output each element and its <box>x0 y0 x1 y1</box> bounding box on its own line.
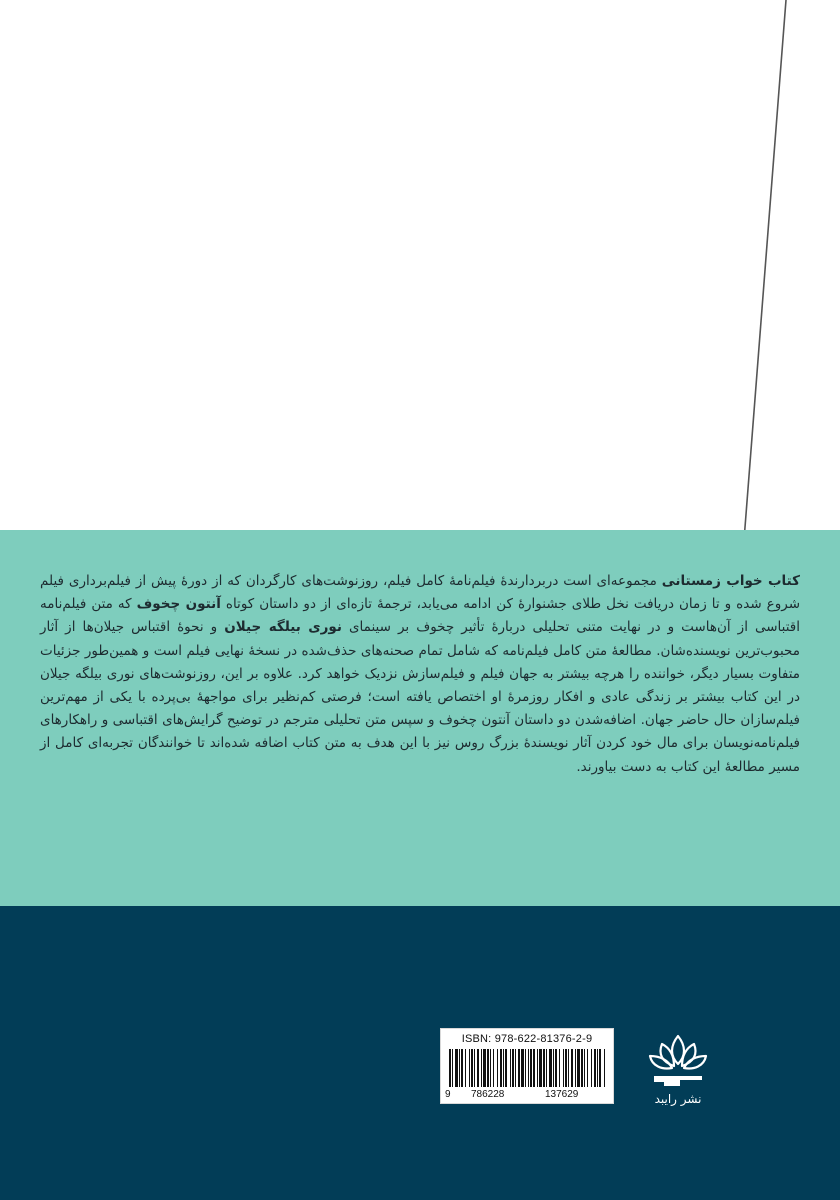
decorative-diagonal-line <box>0 0 840 560</box>
blurb-text-2: که متن فیلم‌نامه اقتباسی از آن‌هاست و در نهایت متنی تحلیلی دربارهٔ تأثیر چخوف بر سینمای <box>40 596 801 636</box>
barcode-digits-left: 786228 <box>471 1089 505 1100</box>
publisher-name: نشر رایبد <box>654 1092 702 1106</box>
director-ceylan-inline: نوری بیلگه جیلان <box>224 619 342 636</box>
book-title-inline: کتاب خواب زمستانی <box>661 573 800 589</box>
isbn-label: ISBN: 978-622-81376-2-9 <box>461 1033 593 1045</box>
barcode-bars <box>449 1049 605 1089</box>
barcode-digits-right: 137629 <box>545 1089 579 1100</box>
author-chekhov-inline: آنتون چخوف <box>136 596 221 613</box>
barcode-digit-lead: 9 <box>445 1089 451 1100</box>
blurb-text-1: مجموعه‌ای است دربردارندهٔ فیلم‌نامهٔ کامل فیلم، روزنوشت‌های کارگردان که از دورهٔ پیش از فیلم‌برداری فیلم شروع شده و تا زمان دریافت نخل طلای جشنوارهٔ کن ادامه می‌یابد، ترجمهٔ تازه‌ای از دو داستان کوتاه <box>40 573 801 613</box>
blurb-text-3: و نحوهٔ اقتباس جیلان‌ها از آثار محبوب‌ترین نویسنده‌شان. مطالعهٔ متن کامل فیلم‌نامه که شامل تمام صحنه‌های حذف‌شده در نسخهٔ نهایی فیلم است و همین‌طور جزئیات متفاوت بسیار دیگر، خواننده را هرچه بیشتر به جهان فیلم و فیلم‌سازش نزدیک خواهد کرد. علاوه بر این، روزنوشت‌های نوری بیلگه جیلان در این کتاب بیشتر بر زندگی عادی و افکار روزمرهٔ او اختصاص یافته است؛ فرصتی کم‌نظیر برای مواجههٔ بی‌پرده با یکی از مهم‌ترین فیلم‌سازان حال حاضر جهان. اضافه‌شدن دو داستان آنتون چخوف و سپس متن تحلیلی مترجم در توضیح گرایش‌های اقتباسی و راهکارهای فیلم‌نامه‌نویسان برای مال خود کردن آثار نویسندهٔ بزرگ روس نیز با این هدف به متن کتاب اضافه شده‌اند تا خوانندگان تجربه‌ای کامل از مسیر مطالعهٔ این کتاب به دست بیاورند. <box>40 619 800 775</box>
book-blurb <box>40 570 800 779</box>
isbn-barcode <box>440 1028 614 1104</box>
